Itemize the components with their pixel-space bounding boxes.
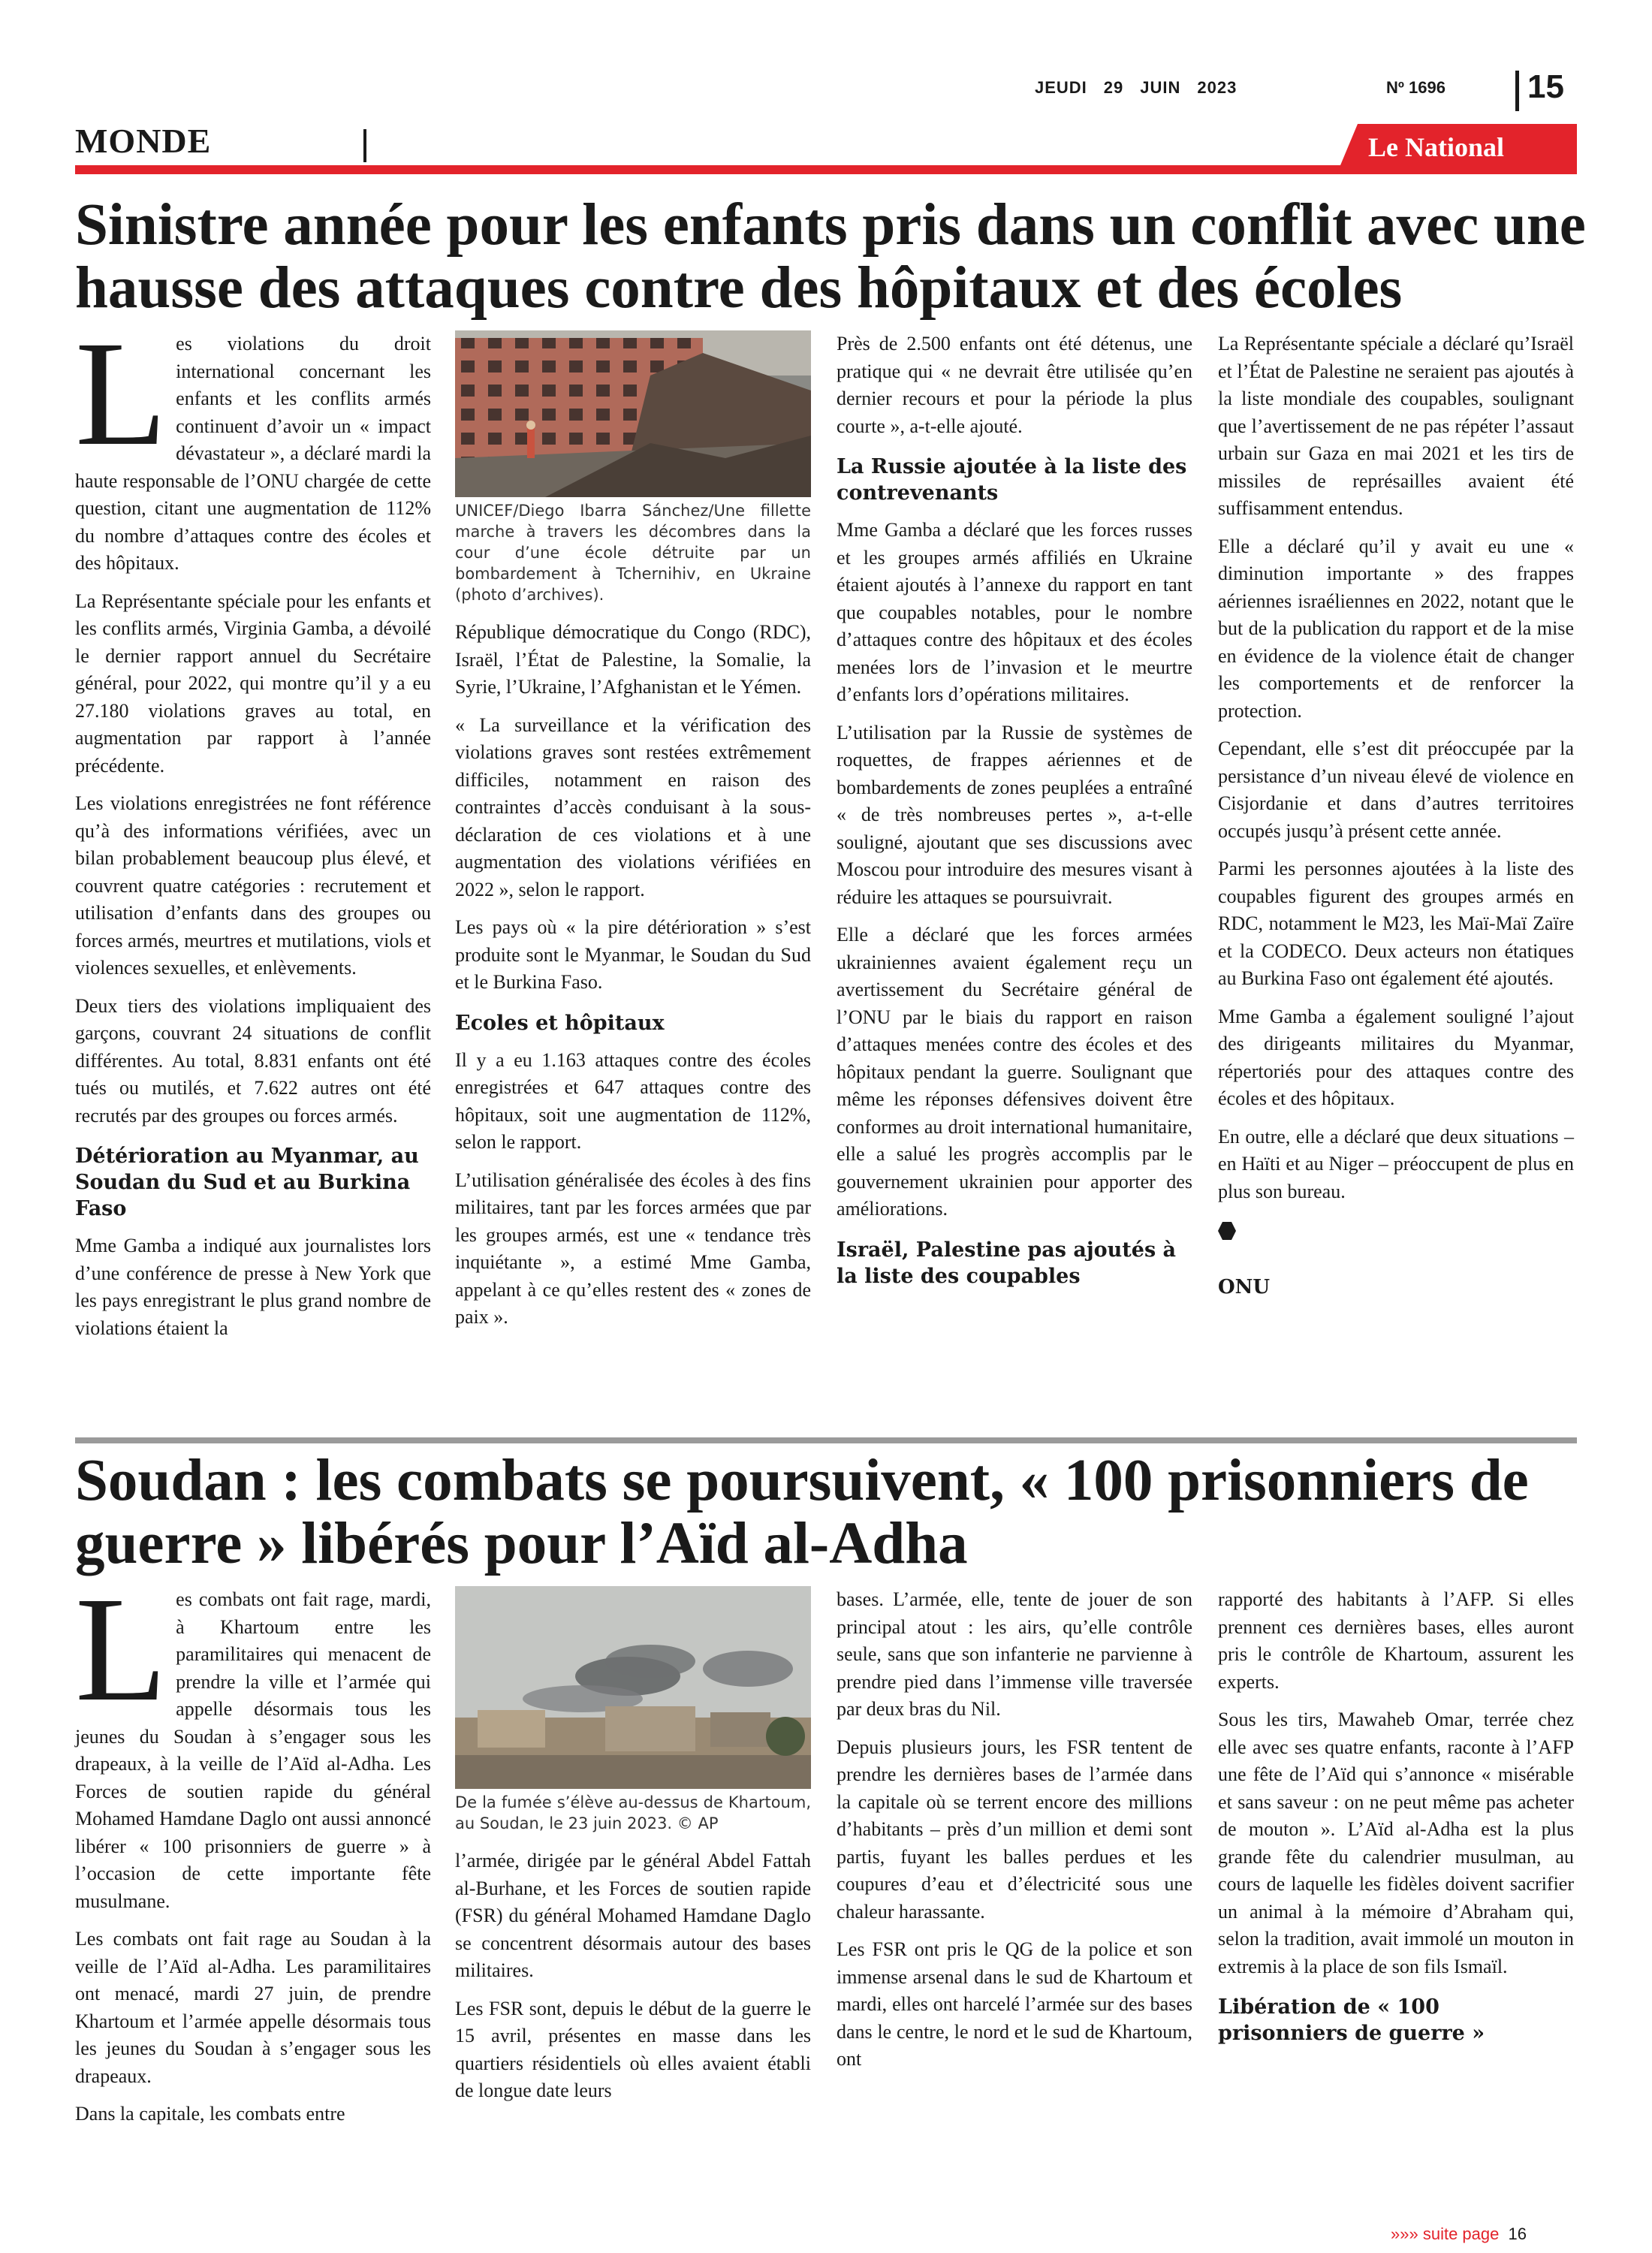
paragraph: Les violations enregistrées ne font référence qu’à des informations vérifiées, avec un bilan probablement beaucoup plus élevé, et couvrent quatre catégories : recrutement et utilisation d’enfants dans des groupes ou forces armés, meurtres et mutilations, viols et violences sexuelles, et enlèvements. <box>75 792 431 979</box>
article1-column-1 <box>75 311 431 1353</box>
end-of-article-icon <box>1218 1222 1236 1240</box>
section-divider <box>363 129 366 162</box>
dropcap: L <box>75 1567 167 1733</box>
article2-column-4 <box>1218 1586 1574 2057</box>
paragraph: Elle a déclaré qu’il y avait eu une « diminution importante » des frappes aériennes israéliennes en 2022, notant que le but de la publication du rapport et de la mise en évidence de la violence était de changer les comportements et de renforcer la protection. <box>1218 535 1574 722</box>
paragraph: Depuis plusieurs jours, les FSR tentent de prendre les dernières bases de l’armée dans la capitale où se terrent encore des millions d’habitants – près d’un million et demi sont partis, fuyant les balles perdues et les coupures d’eau et d’électricité sous une chaleur harassante. <box>837 1736 1192 1923</box>
paragraph: En outre, elle a déclaré que deux situations – en Haïti et au Niger – préoccupent de plus en plus son bureau. <box>1218 1125 1574 1202</box>
subheading: Ecoles et hôpitaux <box>455 1011 665 1035</box>
article1-headline-line1: Sinistre année pour les enfants pris dans un conflit avec une <box>75 192 1586 258</box>
article2-headline <box>75 1449 1529 1576</box>
subheading: La Russie ajoutée à la liste des contrevenants <box>837 455 1187 505</box>
paragraph: Les combats ont fait rage au Soudan à la veille de l’Aïd al-Adha. Les paramilitaires ont menacé, mardi 27 juin, de prendre Khartoum et l’armée appelle désormais tous les jeunes du Soudan à s’engager sous les drapeaux. <box>75 1928 431 2087</box>
photo-caption: UNICEF/Diego Ibarra Sánchez/Une fillette marche à travers les décombres dans la cour d’une école détruite par un bombardement à Tchernihiv, en Ukraine (photo d’archives). <box>455 502 811 604</box>
paragraph: « La surveillance et la vérification des violations graves sont restées extrêmement difficiles, notamment en raison des contraintes d’accès conduisant à la sous-déclaration de ces violations et à une augmentation des violations vérifiées en 2022 », selon le rapport. <box>455 713 811 900</box>
brand-name: Le National <box>1368 132 1505 162</box>
paragraph: rapporté des habitants à l’AFP. Si elles prennent ces dernières bases, elles auront pris le contrôle de Khartoum, assurent les experts. <box>1218 1588 1574 1693</box>
article-signature: ONU <box>1218 1275 1271 1298</box>
section-title: MONDE <box>75 122 212 160</box>
subheading: Détérioration au Myanmar, au Soudan du Sud et au Burkina Faso <box>75 1145 419 1220</box>
continuation-arrows: »»» <box>1391 2224 1418 2243</box>
article1-lead-paragraph <box>75 311 431 578</box>
paragraph: Deux tiers des violations impliquaient des garçons, couvrant 24 situations de conflit différentes. Au total, 8.831 enfants ont été tués ou mutilés, et 7.622 autres ont été recrutés par des groupes ou forces armés. <box>75 994 431 1126</box>
paragraph: Elle a déclaré que les forces armées ukrainiennes avaient également reçu un avertissement du Secrétaire général de l’ONU par le biais du rapport en raison d’attaques menées contre des écoles et des hôpitaux pendant la guerre. Soulignant que même les réponses défensives doivent être conformes au droit international humanitaire, elle a salué les progrès accomplis par le gouvernement ukrainien pour apporter des améliorations. <box>837 924 1192 1220</box>
paragraph: Mme Gamba a indiqué aux journalistes lors d’une conférence de presse à New York que les pays enregistrant le plus grand nombre de violations étaient la <box>75 1235 431 1339</box>
article2-headline-line1: Soudan : les combats se poursuivent, « 100 prisonniers de <box>75 1448 1529 1513</box>
continuation-link[interactable] <box>1391 2224 1527 2244</box>
continuation-page: 16 <box>1508 2224 1527 2243</box>
article1-column-2 <box>455 330 811 1342</box>
article1-column-3 <box>837 330 1192 1300</box>
khartoum-smoke-image <box>455 1586 811 1789</box>
subheading: Israël, Palestine pas ajoutés à la liste des coupables <box>837 1238 1177 1288</box>
paragraph: Les FSR ont pris le QG de la police et son immense arsenal dans le sud de Khartoum et mardi, elles ont harcelé l’armée sur des bases dans le centre, le nord et le sud de Khartoum, ont <box>837 1938 1192 2070</box>
paragraph: La Représentante spéciale pour les enfants et les conflits armés, Virginia Gamba, a dévoilé le dernier rapport annuel du Secrétaire général, pour 2022, qui montre qu’il y a eu 27.180 violations graves au total, en augmentation par rapport à l’année précédente. <box>75 590 431 777</box>
article2-column-2 <box>455 1586 811 2116</box>
article1-photo <box>455 330 811 497</box>
date-day: JEUDI <box>1035 78 1087 97</box>
paragraph: Les FSR sont, depuis le début de la guerre le 15 avril, présentes en masse dans les quartiers résidentiels où elles avaient établi de longue date leurs <box>455 1997 811 2101</box>
paragraph: Près de 2.500 enfants ont été détenus, une pratique qui « ne devrait être utilisée qu’en dernier recours et pour la période la plus courte », a-t-elle ajouté. <box>837 333 1192 437</box>
article-divider <box>75 1437 1577 1443</box>
issue-number: Nº 1696 <box>1386 78 1446 97</box>
photo-caption: De la fumée s’élève au-dessus de Khartoum, au Soudan, le 23 juin 2023. © AP <box>455 1793 811 1832</box>
article2-photo <box>455 1586 811 1789</box>
paragraph: Mme Gamba a également souligné l’ajout des dirigeants militaires du Myanmar, répertoriés pour des attaques contre des écoles et des hôpitaux. <box>1218 1005 1574 1109</box>
lead-text: es violations du droit international concernant les enfants et les conflits armés continuent d’avoir un « impact dévastateur », a déclaré mardi la haute responsable de l’ONU chargée de cette question, citant une augmentation de 112% du nombre d’attaques contre des écoles et des hôpitaux. <box>75 333 431 574</box>
paragraph: Mme Gamba a déclaré que les forces russes et les groupes armés affiliés en Ukraine étaient ajoutés à l’annexe du rapport en tant que coupables notables, pour le nombre d’attaques contre des hôpitaux et des écoles menées lors de l’invasion et le meurtre d’enfants lors d’opérations militaires. <box>837 519 1192 705</box>
page-number-divider <box>1515 71 1519 111</box>
paragraph: Sous les tirs, Mawaheb Omar, terrée chez elle avec ses quatre enfants, raconte à l’AFP une fête de l’Aïd qui s’annonce « misérable et sans saveur : on ne peut même pas acheter de mouton ». L’Aïd al-Adha est la plus grande fête du calendrier musulman, au cours de laquelle les fidèles doivent sacrifier un animal à la mémoire d’Abraham qui, selon la tradition, avait immolé un mouton in extremis à la place de son fils Ismaïl. <box>1218 1709 1574 1977</box>
subheading: Libération de « 100 prisonniers de guerre » <box>1218 1995 1485 2045</box>
article1-headline <box>75 194 1586 320</box>
dropcap: L <box>75 311 167 477</box>
paragraph: Dans la capitale, les combats entre <box>75 2103 345 2125</box>
article2-column-3 <box>837 1586 1192 2084</box>
lead-text: es combats ont fait rage, mardi, à Khartoum entre les paramilitaires qui menacent de prendre la ville et l’armée qui appelle désormais tous les jeunes du Soudan à s’engager sous les drapeaux, à la veille de l’Aïd al-Adha. Les Forces de soutien rapide du général Mohamed Hamdane Daglo ont aussi annoncé libérer « 100 prisonniers de guerre » à l’occasion de cette importante fête musulmane. <box>75 1588 431 1912</box>
paragraph: L’utilisation par la Russie de systèmes de roquettes, de frappes aériennes et de bombardements de zones peuplées a entraîné « de très nombreuses pertes », a-t-elle souligné, ajoutant que ses discussions avec Moscou pour introduire des mesures visant à réduire les attaques se poursuivrait. <box>837 721 1192 908</box>
article1-headline-line2: hausse des attaques contre des hôpitaux et des écoles <box>75 255 1403 321</box>
ruined-school-image <box>455 330 811 497</box>
date-year: 2023 <box>1197 78 1237 97</box>
paragraph: La Représentante spéciale a déclaré qu’Israël et l’État de Palestine ne seraient pas ajoutés à la liste mondiale des coupables, soulignant que l’avertissement de ne pas répéter l’assaut urbain sur Gaza en mai 2021 et les tirs de missiles de représailles avaient été suffisamment entendus. <box>1218 333 1574 519</box>
date-number: 29 <box>1103 78 1124 97</box>
continuation-label: suite page <box>1422 2224 1500 2243</box>
page-number: 15 <box>1527 68 1564 105</box>
article2-headline-line2: guerre » libérés pour l’Aïd al-Adha <box>75 1511 968 1576</box>
date-month: JUIN <box>1140 78 1181 97</box>
paragraph: l’armée, dirigée par le général Abdel Fattah al-Burhane, et les Forces de soutien rapide (FSR) du général Mohamed Hamdane Daglo se concentrent désormais autour des bases militaires. <box>455 1850 811 1981</box>
paragraph: Les pays où « la pire détérioration » s’est produite sont le Myanmar, le Soudan du Sud et le Burkina Faso. <box>455 916 811 993</box>
paragraph: bases. L’armée, elle, tente de jouer de son principal atout : les airs, qu’elle contrôle seule, sans que son infanterie ne parvienne à prendre pied dans l’immense ville traversée par deux bras du Nil. <box>837 1588 1192 1720</box>
article2-column-1 <box>75 1567 431 2139</box>
paragraph: Cependant, elle s’est dit préoccupée par la persistance d’un niveau élevé de violence en Cisjordanie et dans d’autres territoires occupés jusqu’à présent cette année. <box>1218 737 1574 842</box>
issue-date <box>1035 78 1253 98</box>
paragraph: République démocratique du Congo (RDC), Israël, l’État de Palestine, la Somalie, la Syrie, l’Ukraine, l’Afghanistan et le Yémen. <box>455 621 811 698</box>
paragraph: L’utilisation généralisée des écoles à des fins militaires, tant par les forces armées que par les groupes armés, est une « tendance très inquiétante », a estimé Mme Gamba, appelant à ce qu’elles restent des « zones de paix ». <box>455 1169 811 1328</box>
article2-lead-paragraph <box>75 1567 431 1915</box>
article1-column-4 <box>1218 330 1574 1301</box>
paragraph: Parmi les personnes ajoutées à la liste des coupables figurent des groupes armés en RDC, notamment le M23, les Maï-Maï Zaïre et la CODECO. Deux acteurs non étatiques au Burkina Faso ont également été ajoutés. <box>1218 858 1574 989</box>
paragraph: Il y a eu 1.163 attaques contre des écoles enregistrées et 647 attaques contre des hôpitaux, soit une augmentation de 112%, selon le rapport. <box>455 1048 811 1153</box>
